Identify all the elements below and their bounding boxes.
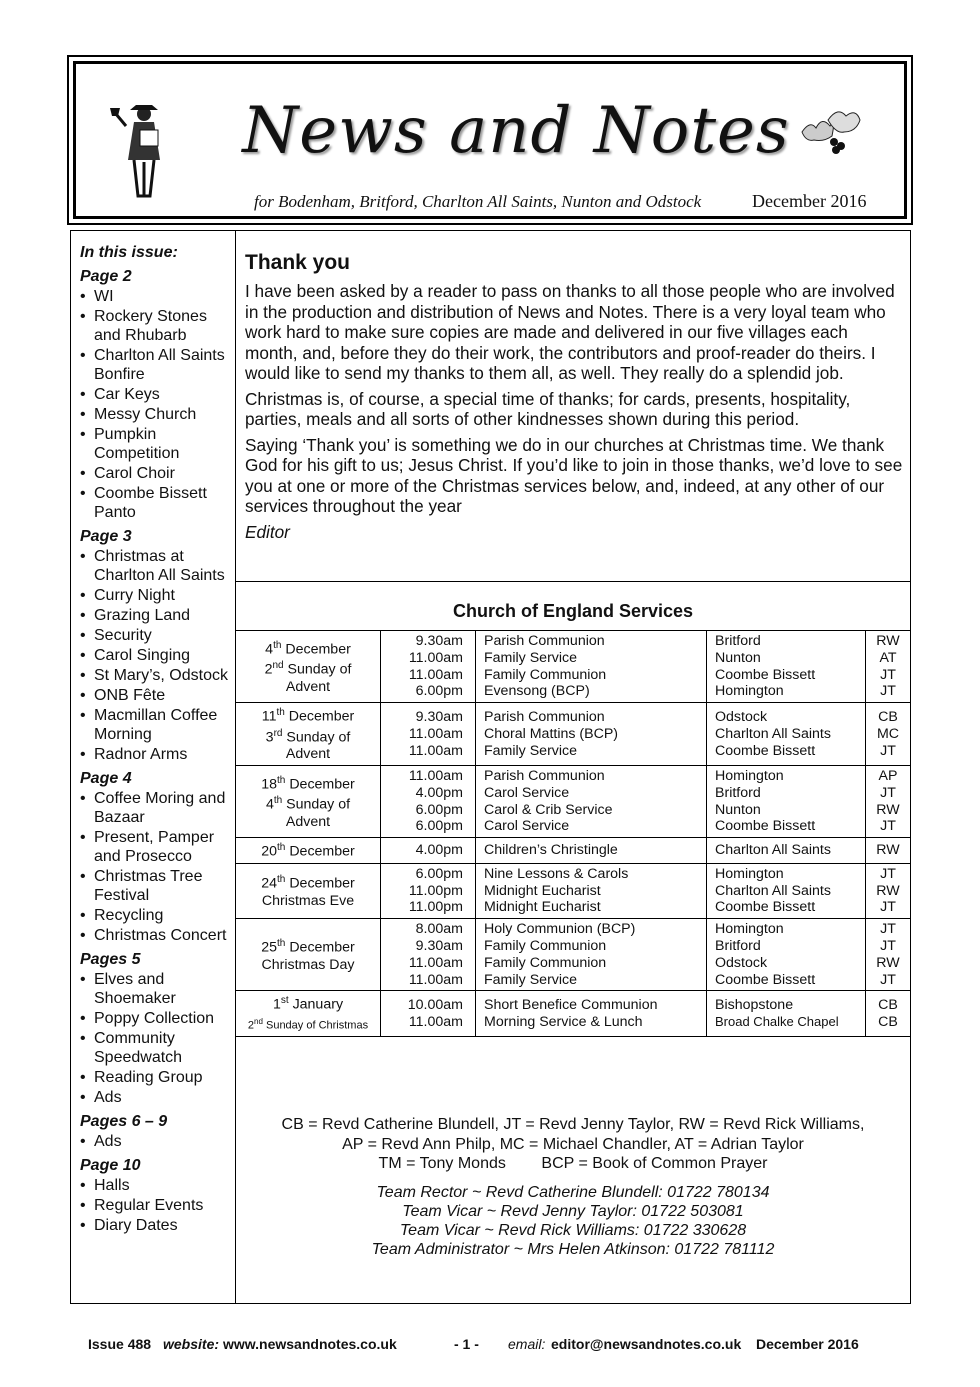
- service-leader: CB: [878, 1013, 898, 1030]
- service-leader-cell: [866, 991, 911, 1037]
- main-column: [236, 230, 911, 1304]
- thank-you-article: [245, 251, 905, 547]
- service-leader: CB: [878, 997, 898, 1014]
- service-place: Homington: [715, 683, 784, 700]
- service-date: [236, 840, 380, 861]
- service-place: Coombe Bissett: [715, 818, 816, 835]
- service-place: Charlton All Saints: [715, 842, 831, 859]
- sidebar-item[interactable]: • Rockery Stones and Rhubarb: [80, 307, 230, 345]
- legend-line: TM = Tony Monds BCP = Book of Common Prayer: [378, 1155, 768, 1172]
- sidebar-item[interactable]: • Christmas Concert: [80, 926, 230, 945]
- sidebar-list: [80, 970, 230, 1107]
- service-place: Britford: [715, 633, 761, 649]
- service-name: Carol Service: [484, 784, 570, 801]
- services-table: [236, 630, 910, 1037]
- service-name: Parish Communion: [484, 768, 605, 785]
- service-place: Coombe Bissett: [715, 742, 816, 759]
- service-time: 11.00am: [408, 666, 463, 683]
- service-date: [236, 872, 380, 893]
- occasion-suffix: rd: [273, 727, 283, 739]
- service-leader: RW: [876, 882, 900, 899]
- service-occasion: [236, 726, 380, 747]
- service-leader: RW: [876, 842, 900, 859]
- service-time: 9.30am: [415, 937, 463, 954]
- service-name: Carol & Crib Service: [484, 801, 613, 818]
- service-leader: RW: [876, 801, 900, 818]
- date-suffix: th: [273, 639, 282, 651]
- service-place-cell: [707, 766, 866, 838]
- service-place: Nunton: [715, 649, 761, 666]
- service-name: Short Benefice Communion: [484, 997, 658, 1014]
- service-date: [236, 993, 380, 1014]
- service-occasion: [236, 957, 380, 974]
- sidebar-item[interactable]: • Radnor Arms: [80, 745, 230, 764]
- date-suffix: th: [277, 874, 286, 886]
- service-name: Family Service: [484, 649, 578, 666]
- service-leader: JT: [880, 921, 896, 938]
- service-time: 11.00am: [408, 768, 463, 785]
- occasion-tail: Advent: [285, 746, 331, 763]
- sidebar-item[interactable]: • Coffee Moring and Bazaar: [80, 789, 230, 827]
- sidebar-item[interactable]: • Macmillan Coffee Morning: [80, 706, 230, 744]
- service-row: [236, 703, 910, 766]
- service-time-cell: [381, 863, 476, 918]
- service-place: Coombe Bissett: [715, 971, 816, 988]
- date-suffix: th: [277, 938, 286, 950]
- services-title: Church of England Services: [452, 601, 694, 621]
- service-time: 11.00am: [408, 1013, 463, 1030]
- contact-line: Team Rector ~ Revd Catherine Blundell: 01722 780134: [376, 1184, 770, 1201]
- sidebar-page-heading: Pages 6 – 9: [80, 1113, 168, 1130]
- sidebar-item[interactable]: • Recycling: [80, 906, 230, 925]
- service-time: 6.00pm: [415, 818, 463, 835]
- masthead-frame: [73, 61, 907, 219]
- sidebar-item[interactable]: • Messy Church: [80, 405, 230, 424]
- date-month: December: [289, 939, 355, 956]
- service-leader-cell: [866, 838, 911, 864]
- service-name: Holy Communion (BCP): [484, 921, 636, 938]
- service-name: Parish Communion: [484, 708, 605, 725]
- service-time: 11.00am: [408, 725, 463, 742]
- service-name-cell: [476, 631, 707, 703]
- masthead-subtitle: for Bodenham, Britford, Charlton All Saints, Nunton and Odstock: [254, 192, 702, 211]
- service-date: [236, 705, 380, 726]
- sidebar-item[interactable]: • Halls: [80, 1176, 230, 1195]
- service-leader: JT: [880, 666, 896, 683]
- occasion-number: 2: [247, 1019, 255, 1032]
- service-time-cell: [381, 919, 476, 991]
- service-name: Carol Service: [484, 818, 570, 835]
- service-date-cell: [236, 919, 381, 991]
- sidebar-page-heading: Page 2: [80, 268, 132, 285]
- service-place: Coombe Bissett: [715, 899, 816, 916]
- service-date-cell: [236, 631, 381, 703]
- footer-website[interactable]: www.newsandnotes.co.uk: [223, 1336, 397, 1352]
- service-leader: RW: [876, 954, 900, 971]
- service-name-cell: [476, 703, 707, 766]
- service-name-cell: [476, 863, 707, 918]
- occasion-name: Christmas Day: [261, 956, 355, 973]
- service-name: Evensong (BCP): [484, 683, 590, 700]
- occasion-name: Christmas Eve: [261, 892, 355, 909]
- occasion-suffix: nd: [272, 660, 284, 672]
- service-place: Coombe Bissett: [715, 666, 816, 683]
- sidebar-item[interactable]: • Poppy Collection: [80, 1009, 230, 1028]
- service-leader: AT: [879, 649, 897, 666]
- date-day: 25: [261, 939, 278, 956]
- legend-line: CB = Revd Catherine Blundell, JT = Revd Jenny Taylor, RW = Revd Rick Williams,: [281, 1116, 865, 1133]
- sidebar-item[interactable]: • Coombe Bissett Panto: [80, 484, 230, 522]
- service-time-cell: [381, 703, 476, 766]
- service-name-cell: [476, 766, 707, 838]
- occasion-tail: Advent: [285, 813, 331, 830]
- service-occasion: [236, 793, 380, 814]
- town-crier-icon: [104, 100, 184, 200]
- date-day: 20: [261, 843, 278, 860]
- occasion-name: Sunday of: [286, 796, 351, 813]
- service-place: Broad Chalke Chapel: [715, 1013, 839, 1029]
- article-signature: Editor: [245, 521, 290, 542]
- service-name: Family Service: [484, 742, 578, 759]
- service-leader: JT: [880, 784, 896, 801]
- service-name: Midnight Eucharist: [484, 899, 601, 916]
- date-day: 4: [265, 641, 274, 658]
- sidebar-page-heading: Pages 5: [80, 951, 141, 968]
- service-time: 11.00pm: [408, 882, 463, 899]
- service-time: 6.00pm: [415, 865, 463, 882]
- service-date-cell: [236, 703, 381, 766]
- service-time-cell: [381, 838, 476, 864]
- service-leader: JT: [880, 865, 896, 882]
- article-paragraph: Saying ‘Thank you’ is something we do in our churches at Christmas time. We thank God for his gift to us; Jesus Christ. If you’d like to join in those thanks, we’d love to see you at one or more of the Christmas services below, and, indeed, at any other of our services throughout the year: [245, 434, 903, 516]
- sidebar-item[interactable]: • St Mary’s, Odstock: [80, 666, 230, 685]
- service-name-cell: [476, 838, 707, 864]
- service-place: Homington: [715, 768, 784, 785]
- date-suffix: th: [276, 707, 285, 719]
- service-time: 6.00pm: [415, 801, 463, 818]
- team-contacts: [236, 1183, 910, 1259]
- footer-email-label: email:: [508, 1336, 546, 1352]
- occasion-name: Sunday of Christmas: [265, 1019, 369, 1032]
- service-leader-cell: [866, 766, 911, 838]
- footer-website-label: website:: [163, 1336, 220, 1352]
- footer-issue: Issue 488: [88, 1336, 152, 1352]
- date-month: December: [289, 843, 355, 860]
- date-month: December: [288, 708, 355, 725]
- contact-line: Team Vicar ~ Revd Rick Williams: 01722 330628: [399, 1222, 747, 1239]
- sidebar-item[interactable]: • Christmas at Charlton All Saints: [80, 547, 230, 585]
- footer-date: December 2016: [756, 1336, 859, 1352]
- service-name-cell: [476, 919, 707, 991]
- occasion-tail: Advent: [285, 678, 331, 695]
- occasion-name: Sunday of: [287, 661, 352, 678]
- sidebar-item[interactable]: • Diary Dates: [80, 1216, 230, 1235]
- service-name-cell: [476, 991, 707, 1037]
- service-leader: CB: [878, 708, 898, 725]
- service-place: Odstock: [715, 708, 768, 725]
- footer-email[interactable]: editor@newsandnotes.co.uk: [551, 1336, 742, 1352]
- sidebar-item[interactable]: • Present, Pamper and Prosecco: [80, 828, 230, 866]
- date-month: December: [289, 876, 355, 893]
- date-day: 18: [261, 776, 278, 793]
- abbreviation-legend: [236, 1115, 910, 1174]
- legend-line: AP = Revd Ann Philp, MC = Michael Chandler, AT = Adrian Taylor: [342, 1135, 804, 1153]
- service-time: 9.30am: [415, 633, 463, 649]
- service-date-cell: [236, 863, 381, 918]
- service-place: Charlton All Saints: [715, 725, 831, 742]
- sidebar-item[interactable]: • ONB Fête: [80, 686, 230, 705]
- date-suffix: st: [280, 995, 289, 1007]
- service-name: Morning Service & Lunch: [484, 1013, 643, 1030]
- date-day: 24: [261, 876, 278, 893]
- sidebar-list: [80, 287, 230, 522]
- date-month: December: [289, 776, 355, 793]
- section-divider: [236, 581, 910, 582]
- service-leader: JT: [880, 899, 896, 916]
- service-time: 8.00am: [415, 921, 463, 938]
- service-leader: JT: [880, 683, 896, 700]
- sidebar-item[interactable]: • Ads: [80, 1088, 230, 1107]
- service-name: Family Service: [484, 971, 578, 988]
- service-leader: MC: [876, 725, 900, 742]
- service-name: Family Communion: [484, 954, 607, 971]
- service-leader: JT: [880, 971, 896, 988]
- masthead-date: December 2016: [752, 191, 867, 211]
- service-time-cell: [381, 991, 476, 1037]
- service-name: Nine Lessons & Carols: [484, 865, 629, 882]
- service-row: [236, 863, 910, 918]
- service-time: 11.00am: [408, 971, 463, 988]
- service-name: Family Communion: [484, 937, 607, 954]
- service-time: 11.00pm: [408, 899, 463, 916]
- service-name: Choral Mattins (BCP): [484, 725, 619, 742]
- date-month: January: [292, 997, 344, 1014]
- occasion-number: 3: [265, 729, 274, 746]
- service-time: 6.00pm: [415, 683, 463, 700]
- masthead-title: News and Notes: [242, 94, 790, 168]
- service-row: [236, 766, 910, 838]
- service-occasion: [236, 893, 380, 910]
- sidebar-item[interactable]: • Regular Events: [80, 1196, 230, 1215]
- service-row: [236, 991, 910, 1037]
- service-name: Children’s Christingle: [484, 842, 618, 859]
- occasion-suffix: th: [273, 795, 283, 807]
- date-day: 11: [261, 708, 277, 725]
- sidebar-item[interactable]: • Curry Night: [80, 586, 230, 605]
- service-name: Family Communion: [484, 666, 607, 683]
- service-row: [236, 631, 910, 703]
- service-name: Parish Communion: [484, 633, 605, 649]
- service-date: [236, 773, 380, 794]
- sidebar-item[interactable]: • Carol Singing: [80, 646, 230, 665]
- service-place-cell: [707, 838, 866, 864]
- service-place-cell: [707, 863, 866, 918]
- service-row: [236, 919, 910, 991]
- service-place: Odstock: [715, 954, 768, 971]
- service-occasion: [236, 658, 380, 679]
- sidebar-item[interactable]: • Car Keys: [80, 385, 230, 404]
- sidebar-page-heading: Page 3: [80, 528, 132, 545]
- sidebar-contents: [80, 243, 230, 1236]
- service-place: Britford: [715, 937, 761, 954]
- service-time: 11.00am: [408, 954, 463, 971]
- article-paragraph: I have been asked by a reader to pass on thanks to all those people who are involved in the production and distribution of News and Notes. There is a very loyal team who work hard to make sure copies are made and delivered in our five villages each month, and, before they do their work, the contributors and proof-reader do theirs. I would like to send my thanks to them all, as well. They really do a splendid job.: [245, 281, 895, 383]
- service-time: 11.00am: [408, 742, 463, 759]
- sidebar-item[interactable]: • Charlton All Saints Bonfire: [80, 346, 230, 384]
- service-date-cell: [236, 766, 381, 838]
- masthead: [67, 55, 913, 225]
- service-date: [236, 638, 380, 659]
- sidebar-list: [80, 1132, 230, 1151]
- date-month: December: [285, 641, 351, 658]
- service-place: Bishopstone: [715, 997, 794, 1014]
- service-leader-cell: [866, 919, 911, 991]
- service-leader-cell: [866, 863, 911, 918]
- service-occasion: [236, 1014, 380, 1034]
- sidebar-heading: In this issue:: [80, 244, 178, 261]
- date-suffix: th: [277, 842, 286, 854]
- sidebar-list: [80, 1176, 230, 1235]
- service-date-cell: [236, 991, 381, 1037]
- service-place: Britford: [715, 784, 761, 801]
- contact-line: Team Administrator ~ Mrs Helen Atkinson: 01722 781112: [371, 1241, 775, 1258]
- service-leader: AP: [878, 768, 898, 785]
- sidebar-item[interactable]: • WI: [80, 287, 230, 306]
- date-day: 1: [272, 997, 281, 1014]
- service-row: [236, 838, 910, 864]
- service-place-cell: [707, 703, 866, 766]
- service-leader-cell: [866, 703, 911, 766]
- service-place-cell: [707, 919, 866, 991]
- service-time-cell: [381, 631, 476, 703]
- service-time: 9.30am: [415, 708, 463, 725]
- sidebar-item[interactable]: • Carol Choir: [80, 464, 230, 483]
- date-suffix: th: [277, 774, 286, 786]
- occasion-name: Sunday of: [286, 729, 351, 746]
- service-time: 4.00pm: [415, 784, 463, 801]
- occasion-number: 4: [265, 796, 274, 813]
- holly-icon: [796, 102, 866, 162]
- sidebar-list: [80, 547, 230, 764]
- service-place-cell: [707, 991, 866, 1037]
- sidebar-item[interactable]: • Ads: [80, 1132, 230, 1151]
- issue-sidebar: [70, 230, 236, 1304]
- service-place-cell: [707, 631, 866, 703]
- footer-page-number: - 1 -: [454, 1336, 479, 1352]
- sidebar-item[interactable]: • Grazing Land: [80, 606, 230, 625]
- sidebar-page-heading: Page 10: [80, 1157, 141, 1174]
- service-time-cell: [381, 766, 476, 838]
- sidebar-item[interactable]: • Elves and Shoemaker: [80, 970, 230, 1008]
- service-place: Homington: [715, 921, 784, 938]
- article-heading: Thank you: [245, 251, 351, 274]
- service-leader: RW: [876, 633, 900, 649]
- sidebar-page-heading: Page 4: [80, 770, 132, 787]
- contact-line: Team Vicar ~ Revd Jenny Taylor: 01722 503081: [402, 1203, 744, 1220]
- service-leader-cell: [866, 631, 911, 703]
- sidebar-item[interactable]: • Pumpkin Competition: [80, 425, 230, 463]
- occasion-number: 2: [264, 661, 273, 678]
- article-paragraph: Christmas is, of course, a special time of thanks; for cards, presents, hospitality, parties, meals and all sorts of other kindnesses shown during this period.: [245, 388, 851, 429]
- service-leader: JT: [880, 818, 896, 835]
- sidebar-item[interactable]: • Reading Group: [80, 1068, 230, 1087]
- service-date-cell: [236, 838, 381, 864]
- service-time: 10.00am: [407, 997, 463, 1014]
- sidebar-item[interactable]: • Christmas Tree Festival: [80, 867, 230, 905]
- service-name: Midnight Eucharist: [484, 882, 601, 899]
- sidebar-item[interactable]: • Security: [80, 626, 230, 645]
- service-leader: JT: [880, 937, 896, 954]
- service-place: Nunton: [715, 801, 761, 818]
- service-place: Charlton All Saints: [715, 882, 831, 899]
- service-time: 11.00am: [408, 649, 463, 666]
- occasion-suffix: nd: [254, 1016, 263, 1026]
- sidebar-list: [80, 789, 230, 945]
- service-place: Homington: [715, 865, 784, 882]
- sidebar-item[interactable]: • Community Speedwatch: [80, 1029, 230, 1067]
- service-time: 4.00pm: [415, 842, 463, 859]
- service-leader: JT: [880, 742, 896, 759]
- service-date: [236, 936, 380, 957]
